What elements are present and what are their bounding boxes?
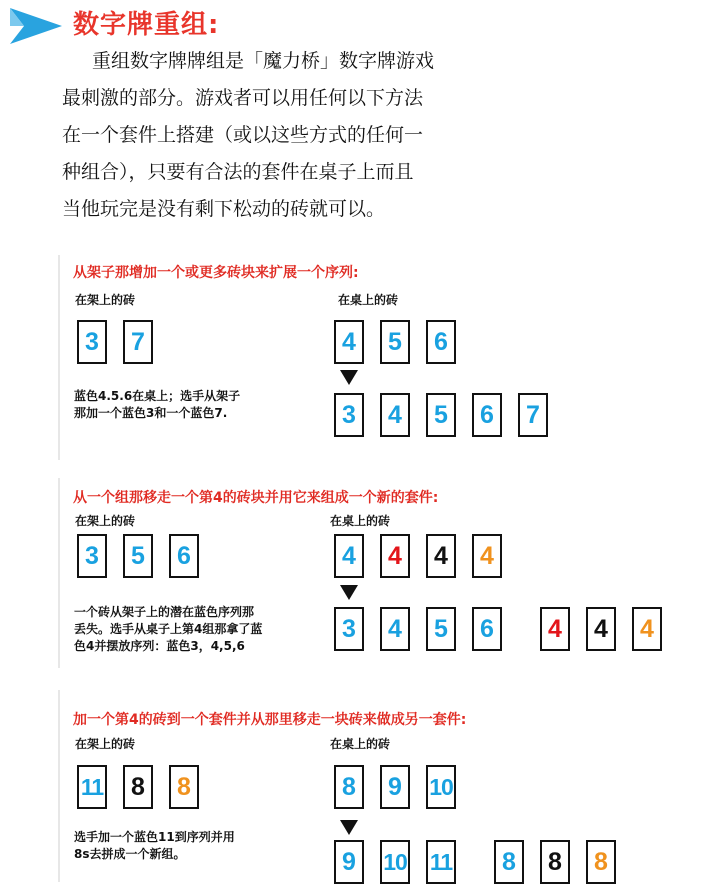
number-tile: 4 xyxy=(380,534,410,578)
number-tile: 8 xyxy=(334,765,364,809)
number-tile: 10 xyxy=(380,840,410,884)
note-line: 色4并摆放序列：蓝色3，4,5,6 xyxy=(74,639,245,653)
explanation-note xyxy=(74,388,240,422)
number-tile: 10 xyxy=(426,765,456,809)
number-tile: 5 xyxy=(426,607,456,651)
section-divider xyxy=(58,255,60,460)
note-line: 选手加一个蓝色11到序列并用 xyxy=(74,830,235,844)
table-label: 在桌上的砖 xyxy=(330,514,391,528)
blue-flag-icon xyxy=(6,6,64,46)
number-tile: 4 xyxy=(380,393,410,437)
explanation-note xyxy=(74,829,235,863)
intro-line: 重组数字牌牌组是「魔力桥」数字牌游戏 xyxy=(92,50,435,72)
number-tile: 7 xyxy=(518,393,548,437)
number-tile: 5 xyxy=(426,393,456,437)
number-tile: 11 xyxy=(77,765,107,809)
table-label: 在桌上的砖 xyxy=(338,293,399,307)
number-tile: 3 xyxy=(77,534,107,578)
number-tile: 4 xyxy=(380,607,410,651)
number-tile: 4 xyxy=(334,534,364,578)
number-tile: 8 xyxy=(169,765,199,809)
section-divider xyxy=(58,478,60,668)
intro-line: 在一个套件上搭建（或以这些方式的任何一 xyxy=(62,124,424,146)
section-divider xyxy=(58,690,60,882)
rack-label: 在架上的砖 xyxy=(75,737,136,751)
number-tile: 4 xyxy=(540,607,570,651)
number-tile: 6 xyxy=(169,534,199,578)
page-title: 数字牌重组: xyxy=(73,10,220,40)
number-tile: 8 xyxy=(540,840,570,884)
number-tile: 4 xyxy=(586,607,616,651)
number-tile: 6 xyxy=(472,393,502,437)
number-tile: 8 xyxy=(586,840,616,884)
number-tile: 9 xyxy=(380,765,410,809)
number-tile: 6 xyxy=(426,320,456,364)
number-tile: 8 xyxy=(494,840,524,884)
number-tile: 4 xyxy=(334,320,364,364)
note-line: 一个砖从架子上的潜在蓝色序列那 xyxy=(74,605,255,619)
explanation-note xyxy=(74,604,262,655)
number-tile: 3 xyxy=(77,320,107,364)
number-tile: 5 xyxy=(380,320,410,364)
number-tile: 3 xyxy=(334,393,364,437)
number-tile: 5 xyxy=(123,534,153,578)
number-tile: 4 xyxy=(632,607,662,651)
number-tile: 4 xyxy=(426,534,456,578)
number-tile: 11 xyxy=(426,840,456,884)
number-tile: 9 xyxy=(334,840,364,884)
section-title: 从架子那增加一个或更多砖块来扩展一个序列: xyxy=(73,265,359,281)
number-tile: 8 xyxy=(123,765,153,809)
note-line: 那加一个蓝色3和一个蓝色7. xyxy=(74,406,228,420)
intro-line: 种组合），只要有合法的套件在桌子上而且 xyxy=(62,161,414,183)
number-tile: 3 xyxy=(334,607,364,651)
down-arrow-icon xyxy=(340,820,358,835)
number-tile: 4 xyxy=(472,534,502,578)
section-title: 从一个组那移走一个第4的砖块并用它来组成一个新的套件: xyxy=(73,490,439,506)
down-arrow-icon xyxy=(340,585,358,600)
rack-label: 在架上的砖 xyxy=(75,514,136,528)
intro-paragraph xyxy=(62,43,622,228)
intro-line: 当他玩完是没有剩下松动的砖就可以。 xyxy=(62,198,386,220)
rack-label: 在架上的砖 xyxy=(75,293,136,307)
note-line: 丢失。选手从桌子上第4组那拿了蓝 xyxy=(74,622,263,636)
number-tile: 6 xyxy=(472,607,502,651)
number-tile: 7 xyxy=(123,320,153,364)
note-line: 8s去拼成一个新组。 xyxy=(74,847,186,861)
down-arrow-icon xyxy=(340,370,358,385)
section-title: 加一个第4的砖到一个套件并从那里移走一块砖来做成另一套件: xyxy=(73,712,467,728)
note-line: 蓝色4.5.6在桌上；选手从架子 xyxy=(74,389,241,403)
intro-line: 最刺激的部分。游戏者可以用任何以下方法 xyxy=(62,87,424,109)
table-label: 在桌上的砖 xyxy=(330,737,391,751)
